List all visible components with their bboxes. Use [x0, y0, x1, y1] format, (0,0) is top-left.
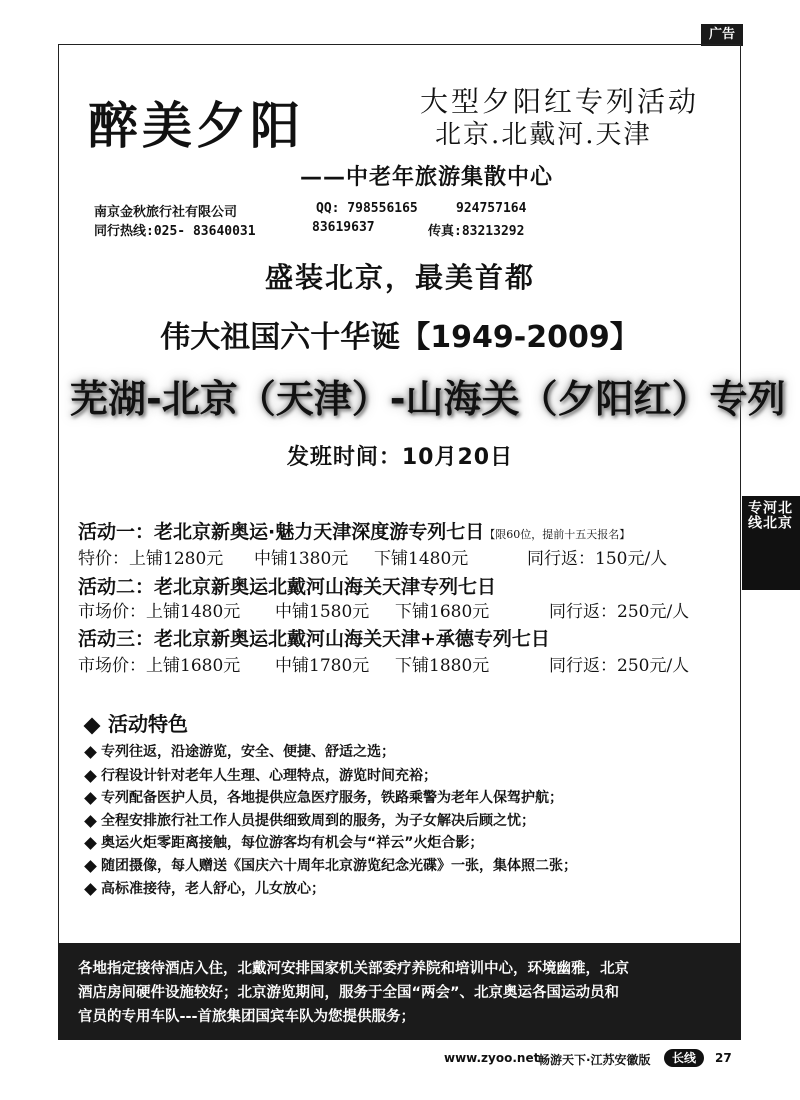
tagline-event: 大型夕阳红专列活动 — [420, 85, 700, 118]
activity-2-title: 活动二：老北京新奥运北戴河山海关天津专列七日 — [78, 576, 497, 598]
feature-text: 专列往返，沿途游览，安全、便捷、舒适之选； — [101, 744, 395, 760]
activity-1-note: 【限60位，提前十五天报名】 — [484, 528, 631, 541]
agency-qq-2: 924757164 — [456, 201, 527, 216]
accommodation-notice — [58, 943, 741, 1040]
ad-tag: 广告 — [701, 24, 743, 46]
features-heading — [86, 708, 188, 737]
activity-1-price-middle: 中铺1380元 — [254, 549, 349, 569]
activity-2-rebate: 同行返：250元/人 — [549, 602, 690, 622]
feature-item — [86, 832, 483, 852]
activity-1-title-text: 活动一：老北京新奥运·魅力天津深度游专列七日 — [78, 521, 485, 543]
feature-text: 专列配备医护人员，各地提供应急医疗服务，铁路乘警为老年人保驾护航； — [101, 790, 563, 806]
activity-3-rebate: 同行返：250元/人 — [549, 656, 690, 676]
feature-item — [86, 765, 437, 785]
agency-name: 南京金秋旅行社有限公司 — [94, 205, 238, 220]
headline-anniversary: 伟大祖国六十华诞【1949-2009】 — [160, 320, 640, 355]
diamond-bullet-icon — [84, 883, 97, 896]
feature-text: 随团摄像，每人赠送《国庆六十周年北京游览纪念光碟》一张，集体照二张； — [101, 858, 577, 874]
activity-1-rebate: 同行返：150元/人 — [527, 549, 668, 569]
side-tab-line-2: 河北 — [761, 500, 777, 530]
diamond-bullet-icon — [84, 792, 97, 805]
feature-text: 奥运火炬零距离接触，每位游客均有机会与“祥云”火炬合影； — [101, 835, 484, 851]
footer-section-label: 长线 — [664, 1049, 704, 1067]
departure-date: 发班时间：10月20日 — [286, 445, 514, 470]
activity-3-title: 活动三：老北京新奥运北戴河山海关天津+承德专列七日 — [78, 628, 550, 650]
footer-url: www.zyoo.net — [444, 1051, 540, 1065]
agency-hotline-2: 83619637 — [312, 220, 375, 235]
activity-1-title — [78, 517, 630, 544]
diamond-bullet-icon — [84, 837, 97, 850]
agency-hotline: 同行热线:025- 83640031 — [94, 224, 256, 239]
activity-2-price-lower: 下铺1680元 — [395, 602, 490, 622]
page-number: 27 — [715, 1051, 732, 1065]
diamond-bullet-icon — [84, 860, 97, 873]
headline-beijing: 盛装北京，最美首都 — [264, 261, 535, 294]
activity-3-price-upper: 市场价：上铺1680元 — [78, 656, 241, 676]
feature-item — [86, 787, 563, 807]
feature-text: 全程安排旅行社工作人员提供细致周到的服务，为子女解决后顾之忧； — [101, 813, 535, 829]
feature-text: 行程设计针对老年人生理、心理特点，游览时间充裕； — [101, 768, 437, 784]
feature-item — [86, 741, 395, 761]
notice-line: 酒店房间硬件设施较好；北京游览期间，服务于全国“两会”、北京奥运各国运动员和 — [78, 985, 620, 1001]
brand-title: 醉美夕阳 — [88, 97, 304, 155]
side-tab-line-1: 北京 — [776, 500, 792, 530]
activity-3-price-middle: 中铺1780元 — [275, 656, 370, 676]
footer-section-badge — [664, 1049, 704, 1067]
activity-2-price-middle: 中铺1580元 — [275, 602, 370, 622]
activity-1-price-lower: 下铺1480元 — [374, 549, 469, 569]
feature-item — [86, 810, 535, 830]
subtitle: ——中老年旅游集散中心 — [300, 165, 554, 190]
side-tab-line-3: 专线 — [746, 500, 762, 530]
features-heading-text: 活动特色 — [108, 712, 188, 736]
notice-line: 官员的专用车队---首旅集团国宾车队为您提供服务； — [78, 1009, 416, 1025]
agency-qq: QQ: 798556165 — [316, 201, 418, 216]
diamond-bullet-icon — [84, 746, 97, 759]
feature-item — [86, 855, 577, 875]
notice-line: 各地指定接待酒店入住，北戴河安排国家机关部委疗养院和培训中心，环境幽雅，北京 — [78, 961, 629, 977]
feature-item — [86, 878, 325, 898]
diamond-bullet-icon — [84, 717, 101, 734]
side-section-tab — [742, 496, 800, 590]
diamond-bullet-icon — [84, 815, 97, 828]
diamond-bullet-icon — [84, 770, 97, 783]
headline-route: 芜湖-北京（天津）-山海关（夕阳红）专列 — [70, 377, 786, 421]
footer-slogan: 畅游天下·江苏安徽版 — [538, 1053, 651, 1067]
feature-text: 高标准接待，老人舒心，儿女放心； — [101, 881, 325, 897]
activity-3-price-lower: 下铺1880元 — [395, 656, 490, 676]
activity-2-price-upper: 市场价：上铺1480元 — [78, 602, 241, 622]
agency-fax: 传真:83213292 — [428, 224, 525, 239]
activity-1-price-upper: 特价：上铺1280元 — [78, 549, 224, 569]
tagline-cities: 北京.北戴河.天津 — [435, 120, 652, 150]
